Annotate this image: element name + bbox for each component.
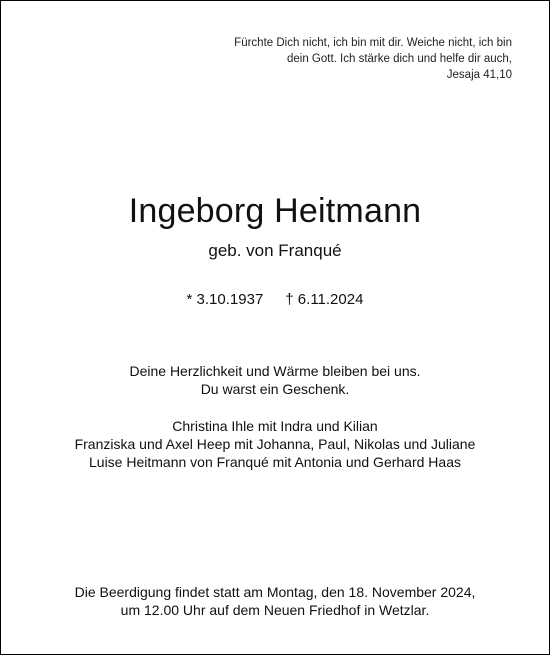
verse-reference: Jesaja 41,10 — [446, 69, 512, 81]
life-dates — [1, 290, 549, 310]
mourners-list — [1, 417, 549, 471]
tribute-text — [1, 362, 549, 398]
tribute-line: Deine Herzlichkeit und Wärme bleiben bei uns. — [129, 363, 421, 379]
funeral-line: um 12.00 Uhr auf dem Neuen Friedhof in Wetzlar. — [120, 602, 430, 618]
mourner-line: Franziska und Axel Heep mit Johanna, Paul, Nikolas und Juliane — [74, 436, 476, 452]
tribute-line: Du warst ein Geschenk. — [200, 381, 350, 397]
maiden-name: geb. von Franqué — [208, 241, 342, 260]
funeral-details — [1, 583, 549, 619]
verse-line: dein Gott. Ich stärke dich und helfe dir auch, — [286, 53, 512, 65]
death-date: † 6.11.2024 — [285, 291, 364, 308]
mourner-line: Christina Ihle mit Indra und Kilian — [172, 418, 378, 434]
birth-date: * 3.10.1937 — [186, 291, 264, 308]
deceased-name: Ingeborg Heitmann — [128, 192, 422, 230]
funeral-line: Die Beerdigung findet statt am Montag, den 18. November 2024, — [74, 584, 476, 600]
mourner-line: Luise Heitmann von Franqué mit Antonia und Gerhard Haas — [89, 454, 461, 470]
bible-verse — [152, 35, 512, 83]
verse-line: Fürchte Dich nicht, ich bin mit dir. Weiche nicht, ich bin — [234, 37, 512, 49]
